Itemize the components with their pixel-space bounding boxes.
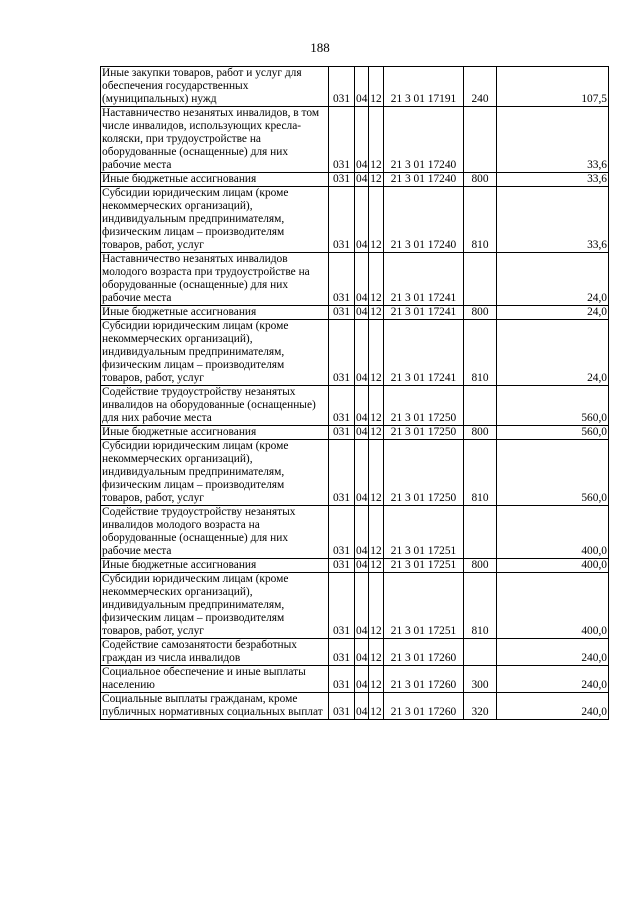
row-section-code: 04	[356, 173, 368, 185]
table-row	[101, 573, 609, 639]
row-ved-code: 031	[329, 440, 355, 506]
row-amount: 560,0	[497, 440, 609, 506]
row-amount: 24,0	[497, 306, 609, 320]
row-ved-code: 031	[329, 559, 355, 573]
row-section-code: 04	[355, 693, 369, 720]
row-ved-code: 031	[329, 506, 355, 559]
row-ved-code: 031	[329, 693, 355, 720]
row-amount: 240,0	[497, 666, 609, 693]
row-name: Субсидии юридическим лицам (кроме некоммерческих организаций), индивидуальным предпринимателям, физическим лицам – производителям товаров, работ, услуг	[101, 320, 329, 386]
row-target-article-code: 21 3 01 17250	[384, 440, 464, 506]
row-name: Иные закупки товаров, работ и услуг для обеспечения государственных (муниципальных) нужд	[101, 67, 329, 107]
row-expense-type-code: 810	[464, 440, 497, 506]
row-name: Субсидии юридическим лицам (кроме некоммерческих организаций), индивидуальным предпринимателям, физическим лицам – производителям товаров, работ, услуг	[101, 187, 329, 253]
row-ved-code: 031	[329, 666, 355, 693]
row-ved-code: 031	[329, 67, 355, 107]
row-subsection-code: 12	[370, 426, 382, 438]
row-section-code: 04	[355, 253, 369, 306]
row-section-code: 04	[355, 187, 369, 253]
row-section-code: 04	[355, 67, 369, 107]
row-name: Иные бюджетные ассигнования	[101, 306, 329, 320]
row-expense-type-code: 810	[464, 187, 497, 253]
row-name: Субсидии юридическим лицам (кроме некоммерческих организаций), индивидуальным предпринимателям, физическим лицам – производителям товаров, работ, услуг	[101, 440, 329, 506]
row-ved-code: 031	[329, 320, 355, 386]
table-row	[101, 426, 609, 440]
row-name: Иные бюджетные ассигнования	[101, 426, 329, 440]
row-amount: 33,6	[497, 187, 609, 253]
table-row	[101, 386, 609, 426]
row-expense-type-code: 810	[464, 573, 497, 639]
budget-table	[100, 66, 609, 720]
row-target-article-code: 21 3 01 17241	[384, 320, 464, 386]
row-ved-code: 031	[329, 306, 355, 320]
row-expense-type-code: 300	[464, 666, 497, 693]
row-target-article-code: 21 3 01 17250	[384, 386, 464, 426]
table-row	[101, 107, 609, 173]
row-amount: 24,0	[497, 320, 609, 386]
row-amount: 33,6	[497, 107, 609, 173]
row-amount: 400,0	[497, 573, 609, 639]
row-ved-code: 031	[329, 426, 355, 440]
row-subsection-code: 12	[370, 559, 382, 571]
row-expense-type-code: 810	[464, 320, 497, 386]
row-subsection-code: 12	[369, 187, 384, 253]
row-section-code: 04	[356, 306, 368, 318]
row-subsection-code: 12	[369, 386, 384, 426]
row-subsection-code: 12	[369, 666, 384, 693]
row-expense-type-code	[464, 253, 497, 306]
row-target-article-code: 21 3 01 17251	[384, 559, 464, 573]
row-expense-type-code: 320	[464, 693, 497, 720]
row-amount: 400,0	[497, 559, 609, 573]
row-name: Иные бюджетные ассигнования	[101, 173, 329, 187]
row-target-article-code: 21 3 01 17260	[384, 693, 464, 720]
row-subsection-code: 12	[369, 639, 384, 666]
row-target-article-code: 21 3 01 17251	[384, 573, 464, 639]
table-row	[101, 639, 609, 666]
row-subsection-code: 12	[369, 506, 384, 559]
row-amount: 400,0	[497, 506, 609, 559]
row-subsection-code: 12	[370, 173, 382, 185]
row-section-code: 04	[355, 666, 369, 693]
row-name: Наставничество незанятых инвалидов, в том числе инвалидов, использующих кресла-коляски, при трудоустройстве на оборудованные (оснащенные) для них рабочие места	[101, 107, 329, 173]
row-subsection-code: 12	[369, 67, 384, 107]
row-expense-type-code	[464, 639, 497, 666]
table-row	[101, 187, 609, 253]
row-target-article-code: 21 3 01 17240	[384, 173, 464, 187]
table-row	[101, 173, 609, 187]
row-section-code: 04	[355, 386, 369, 426]
row-subsection-code: 12	[369, 320, 384, 386]
page-number: 188	[310, 40, 330, 55]
row-ved-code: 031	[329, 573, 355, 639]
row-target-article-code: 21 3 01 17241	[384, 306, 464, 320]
row-amount: 240,0	[497, 693, 609, 720]
row-section-code: 04	[356, 426, 368, 438]
row-amount: 240,0	[497, 639, 609, 666]
row-target-article-code: 21 3 01 17240	[384, 187, 464, 253]
row-section-code: 04	[356, 559, 368, 571]
row-section-code: 04	[355, 320, 369, 386]
row-subsection-code: 12	[369, 573, 384, 639]
row-subsection-code: 12	[370, 306, 382, 318]
row-expense-type-code	[464, 506, 497, 559]
row-ved-code: 031	[329, 107, 355, 173]
row-target-article-code: 21 3 01 17260	[384, 639, 464, 666]
table-row	[101, 440, 609, 506]
row-name: Социальные выплаты гражданам, кроме публичных нормативных социальных выплат	[101, 693, 329, 720]
table-row	[101, 666, 609, 693]
row-ved-code: 031	[329, 253, 355, 306]
row-name: Наставничество незанятых инвалидов молодого возраста при трудоустройстве на оборудованные (оснащенные) для них рабочие места	[101, 253, 329, 306]
row-expense-type-code	[464, 386, 497, 426]
row-section-code: 04	[355, 440, 369, 506]
table-row	[101, 253, 609, 306]
row-target-article-code: 21 3 01 17251	[384, 506, 464, 559]
row-name: Социальное обеспечение и иные выплаты населению	[101, 666, 329, 693]
row-section-code: 04	[355, 107, 369, 173]
row-section-code: 04	[355, 639, 369, 666]
row-name: Содействие самозанятости безработных граждан из числа инвалидов	[101, 639, 329, 666]
row-subsection-code: 12	[369, 440, 384, 506]
row-expense-type-code: 800	[464, 559, 497, 573]
table-row	[101, 306, 609, 320]
row-target-article-code: 21 3 01 17240	[384, 107, 464, 173]
row-subsection-code: 12	[369, 253, 384, 306]
row-section-code: 04	[355, 573, 369, 639]
row-expense-type-code: 800	[464, 173, 497, 187]
row-target-article-code: 21 3 01 17260	[384, 666, 464, 693]
row-expense-type-code: 800	[464, 306, 497, 320]
table-row	[101, 559, 609, 573]
table-row	[101, 67, 609, 107]
row-subsection-code: 12	[369, 107, 384, 173]
row-amount: 107,5	[497, 67, 609, 107]
table-row	[101, 320, 609, 386]
row-target-article-code: 21 3 01 17191	[384, 67, 464, 107]
row-target-article-code: 21 3 01 17241	[384, 253, 464, 306]
table-row	[101, 693, 609, 720]
row-subsection-code: 12	[369, 693, 384, 720]
row-ved-code: 031	[329, 386, 355, 426]
row-ved-code: 031	[329, 639, 355, 666]
row-expense-type-code: 240	[464, 67, 497, 107]
row-amount: 24,0	[497, 253, 609, 306]
row-name: Содействие трудоустройству незанятых инвалидов молодого возраста на оборудованные (оснащенные) для них рабочие места	[101, 506, 329, 559]
row-amount: 560,0	[497, 386, 609, 426]
budget-table-body	[101, 67, 609, 720]
row-name: Иные бюджетные ассигнования	[101, 559, 329, 573]
row-expense-type-code: 800	[464, 426, 497, 440]
row-section-code: 04	[355, 506, 369, 559]
row-name: Субсидии юридическим лицам (кроме некоммерческих организаций), индивидуальным предпринимателям, физическим лицам – производителям товаров, работ, услуг	[101, 573, 329, 639]
row-ved-code: 031	[329, 173, 355, 187]
row-expense-type-code	[464, 107, 497, 173]
row-ved-code: 031	[329, 187, 355, 253]
row-target-article-code: 21 3 01 17250	[384, 426, 464, 440]
row-name: Содействие трудоустройству незанятых инвалидов на оборудованные (оснащенные) для них рабочие места	[101, 386, 329, 426]
row-amount: 33,6	[497, 173, 609, 187]
table-row	[101, 506, 609, 559]
row-amount: 560,0	[497, 426, 609, 440]
